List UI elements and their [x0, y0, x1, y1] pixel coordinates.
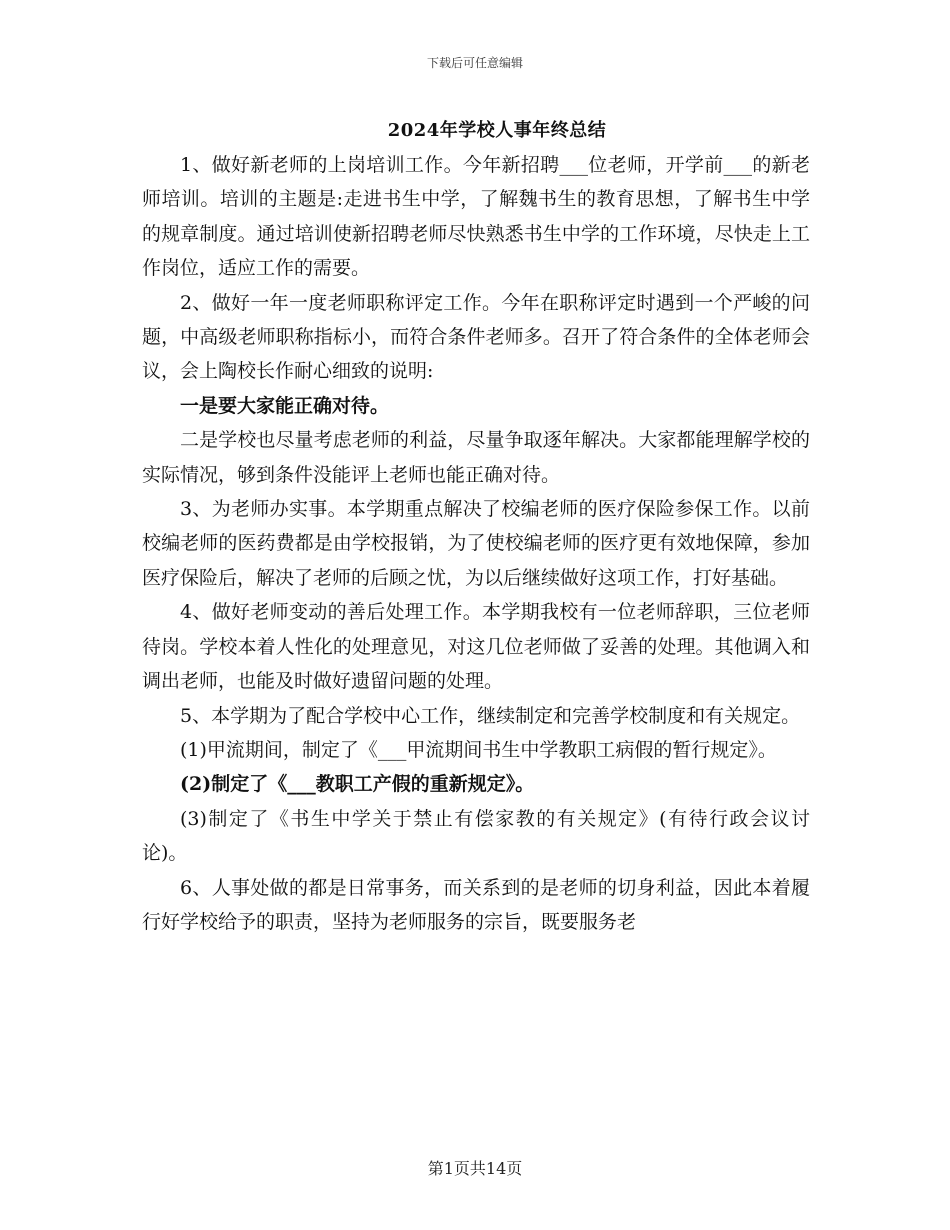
paragraph: 5、本学期为了配合学校中心工作，继续制定和完善学校制度和有关规定。	[180, 704, 801, 727]
paragraph: 1、做好新老师的上岗培训工作。今年新招聘___位老师，开学前___的新老师培训。培训的主题是:走进书生中学，了解魏书生的教育思想，了解书生中学的规章制度。通过培训使新招聘老师尽快熟悉书生中学的工作环境，尽快走上工作岗位，适应工作的需要。	[142, 154, 810, 280]
document-title: 2024年学校人事年终总结	[387, 120, 607, 141]
paragraph: (3)制定了《书生中学关于禁止有偿家教的有关规定》(有待行政会议讨论)。	[142, 807, 810, 865]
paragraph: 2、做好一年一度老师职称评定工作。今年在职称评定时遇到一个严峻的问题，中高级老师职称指标小，而符合条件老师多。召开了符合条件的全体老师会议，会上陶校长作耐心细致的说明:	[142, 291, 810, 383]
paragraph-bold: (2)制定了《___教职工产假的重新规定》。	[180, 773, 535, 796]
page-indicator: 第1页共14页	[427, 1159, 523, 1178]
paragraph: 3、为老师办实事。本学期重点解决了校编老师的医疗保险参保工作。以前校编老师的医药费都是由学校报销，为了使校编老师的医疗更有效地保障，参加医疗保险后，解决了老师的后顾之忧，为以后继续做好这项工作，打好基础。	[142, 498, 810, 589]
paragraph: 二是学校也尽量考虑老师的利益，尽量争取逐年解决。大家都能理解学校的实际情况，够到条件没能评上老师也能正确对待。	[142, 429, 810, 486]
header-note: 下载后可任意编辑	[426, 56, 523, 70]
paragraph: (1)甲流期间，制定了《___甲流期间书生中学教职工病假的暂行规定》。	[180, 738, 777, 761]
paragraph: 6、人事处做的都是日常事务，而关系到的是老师的切身利益，因此本着履行好学校给予的职责，坚持为老师服务的宗旨，既要服务老	[142, 876, 810, 933]
paragraph: 4、做好老师变动的善后处理工作。本学期我校有一位老师辞职，三位老师待岗。学校本着人性化的处理意见，对这几位老师做了妥善的处理。其他调入和调出老师，也能及时做好遗留问题的处理。	[142, 601, 810, 693]
paragraph-bold: 一是要大家能正确对待。	[180, 394, 390, 417]
document-body	[142, 148, 810, 939]
